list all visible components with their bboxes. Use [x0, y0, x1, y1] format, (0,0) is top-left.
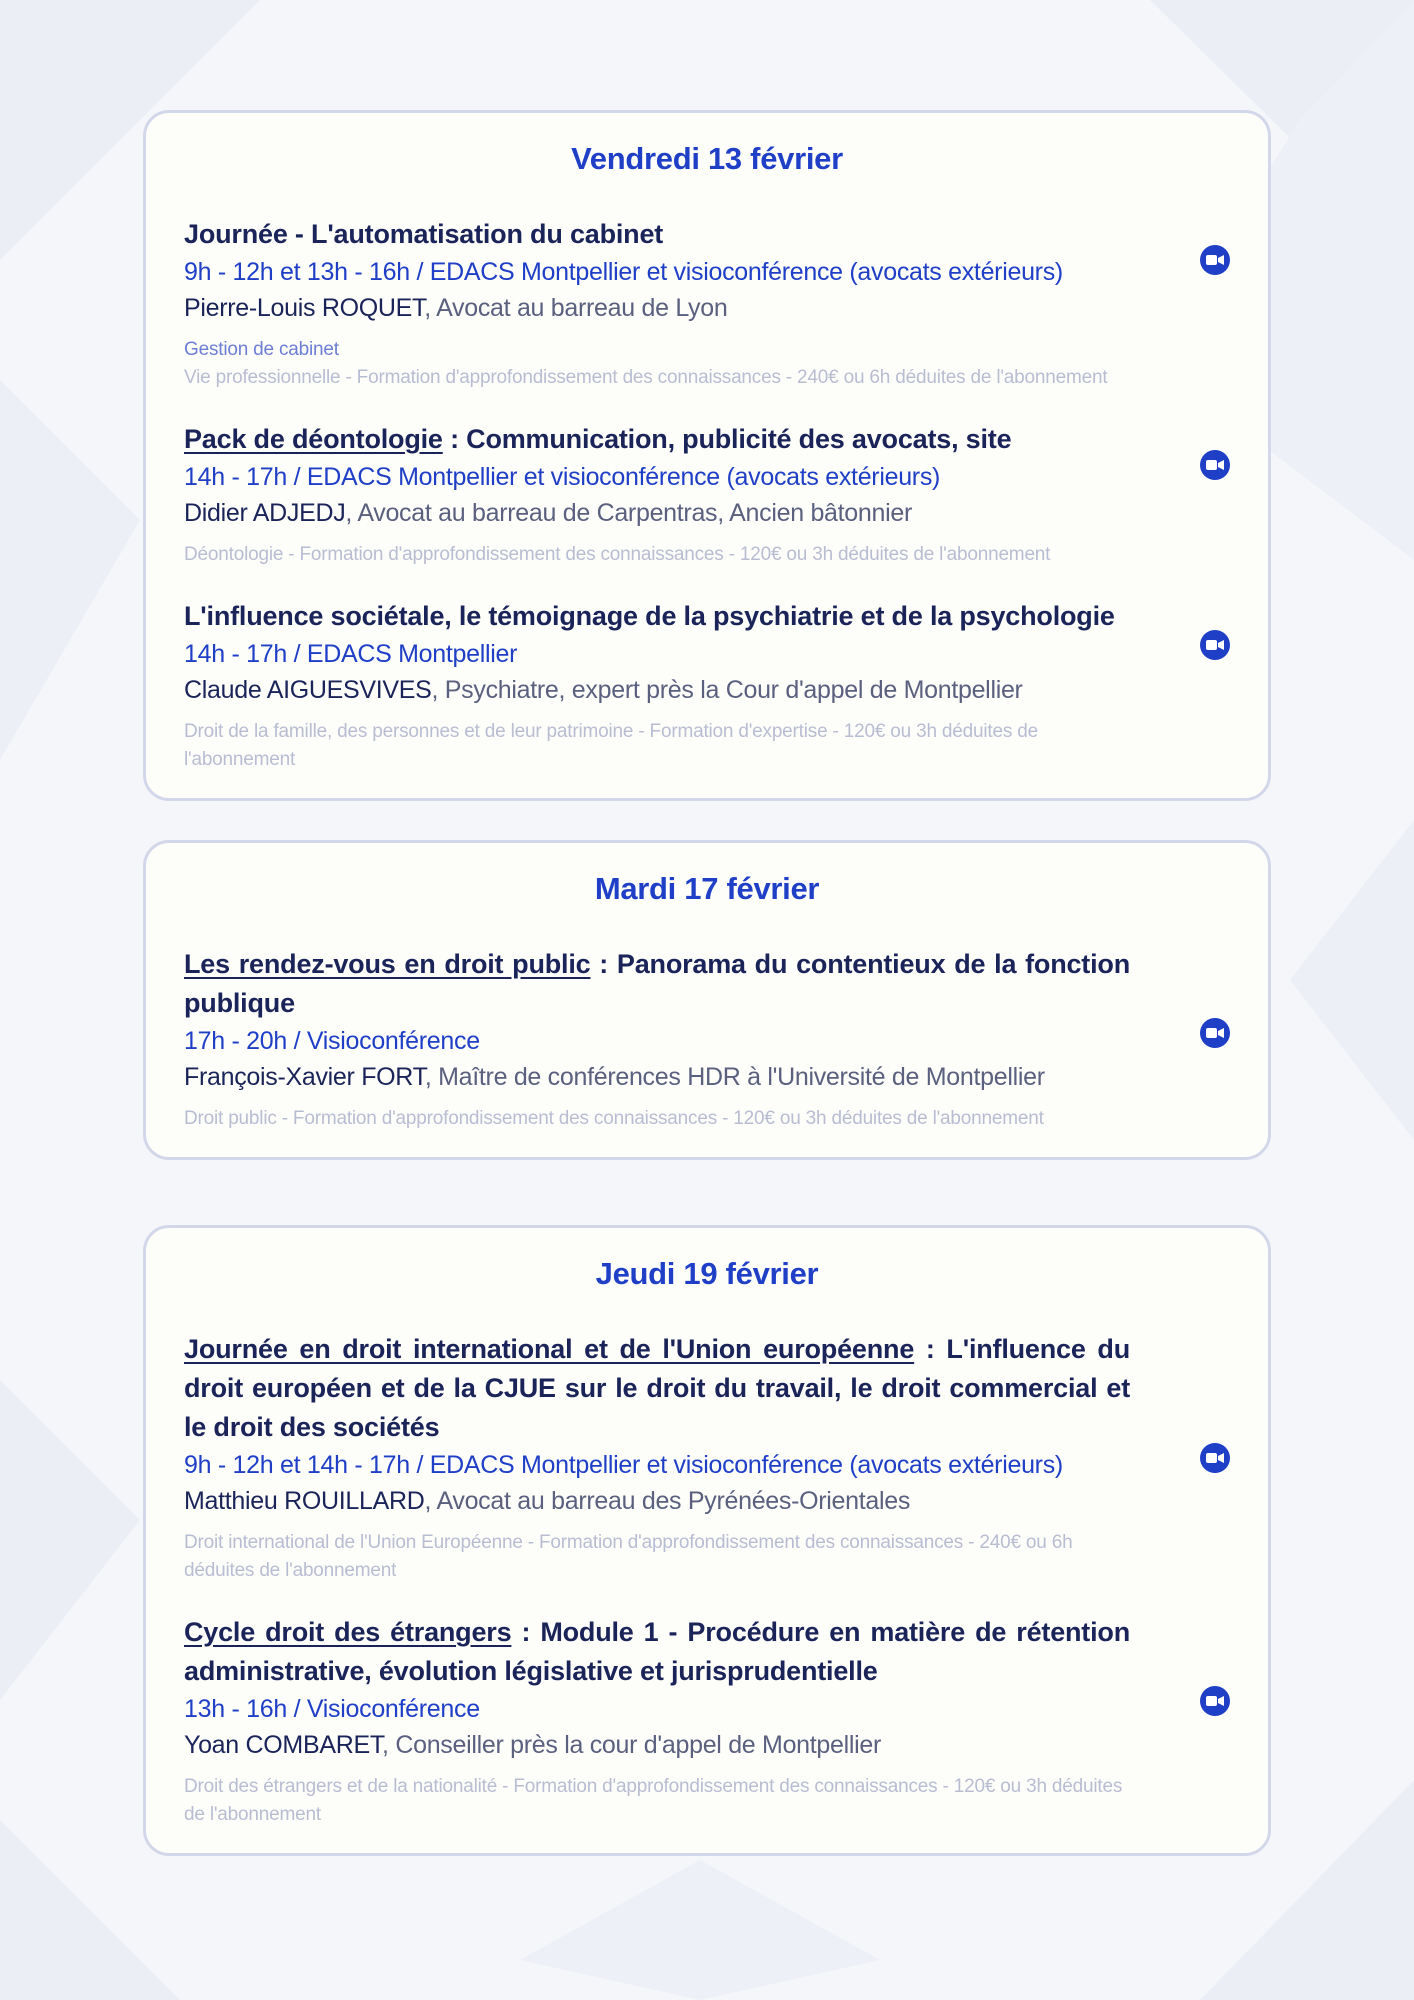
speaker-role: , Conseiller près la cour d'appel de Montpellier: [382, 1731, 882, 1759]
event-speaker: [184, 672, 1130, 708]
speaker-name: Matthieu ROUILLARD: [184, 1487, 425, 1515]
event-title: L'influence sociétale, le témoignage de la psychiatrie et de la psychologie: [184, 601, 1115, 631]
event-speaker: [184, 1483, 1130, 1519]
event-meta: Déontologie - Formation d'approfondissement des connaissances - 120€ ou 3h déduites de l'abonnement: [184, 544, 1051, 565]
event-title: [184, 1613, 1130, 1691]
speaker-role: , Avocat au barreau de Lyon: [424, 294, 728, 322]
event-title: [184, 1330, 1130, 1447]
video-camera-icon[interactable]: [1200, 245, 1230, 275]
event-time: 17h - 20h / Visioconférence: [184, 1027, 480, 1055]
event-title-link[interactable]: Pack de déontologie: [184, 424, 443, 454]
event-time: 9h - 12h et 13h - 16h / EDACS Montpellier et visioconférence (avocats extérieurs): [184, 258, 1063, 286]
speaker-name: Claude AIGUESVIVES: [184, 676, 432, 704]
day-card-mardi: [143, 840, 1271, 1160]
event-speaker: [184, 1727, 1130, 1763]
event-time: 9h - 12h et 14h - 17h / EDACS Montpellier et visioconférence (avocats extérieurs): [184, 1451, 1063, 1479]
event-pack-deontologie[interactable]: [184, 420, 1230, 569]
speaker-name: Pierre-Louis ROQUET: [184, 294, 425, 322]
day-title: Jeudi 19 février: [595, 1256, 819, 1291]
event-droit-etrangers[interactable]: [184, 1613, 1230, 1829]
event-speaker: [184, 1059, 1130, 1095]
event-title: [184, 945, 1130, 1023]
speaker-role: , Psychiatre, expert près la Cour d'appel de Montpellier: [431, 676, 1023, 704]
event-influence-societale[interactable]: [184, 597, 1230, 774]
event-title-rest: : Module 1 - Procédure en matière de rétention administrative, évolution législative et jurisprudentielle: [184, 1617, 1130, 1686]
speaker-role: , Avocat au barreau de Carpentras, Ancien bâtonnier: [345, 499, 912, 527]
event-meta: Droit de la famille, des personnes et de leur patrimoine - Formation d'expertise - 120€ ou 3h déduites de l'abonnement: [184, 721, 1038, 770]
event-meta: Droit des étrangers et de la nationalité - Formation d'approfondissement des connaissances - 120€ ou 3h déduites de l'abonnement: [184, 1776, 1123, 1825]
event-category: Gestion de cabinet: [184, 339, 339, 360]
speaker-role: , Avocat au barreau des Pyrénées-Orientales: [424, 1487, 911, 1515]
video-camera-icon[interactable]: [1200, 1686, 1230, 1716]
event-title-link[interactable]: Les rendez-vous en droit public: [184, 949, 591, 979]
speaker-name: Yoan COMBARET: [184, 1731, 383, 1759]
day-title: Mardi 17 février: [594, 871, 820, 906]
event-droit-public[interactable]: [184, 945, 1230, 1133]
event-time: 13h - 16h / Visioconférence: [184, 1695, 480, 1723]
video-camera-icon[interactable]: [1200, 450, 1230, 480]
event-time: 14h - 17h / EDACS Montpellier: [184, 640, 518, 668]
day-card-jeudi: [143, 1225, 1271, 1856]
event-meta: Droit international de l'Union Européenne - Formation d'approfondissement des connaissances - 240€ ou 6h déduites de l'abonnement: [184, 1532, 1073, 1581]
video-camera-icon[interactable]: [1200, 1443, 1230, 1473]
event-speaker: [184, 290, 1130, 326]
speaker-role: , Maître de conférences HDR à l'Université de Montpellier: [424, 1063, 1045, 1091]
event-title: [184, 420, 1130, 459]
event-title-rest: : Panorama du contentieux de la fonction publique: [184, 949, 1130, 1018]
event-title-link[interactable]: Cycle droit des étrangers: [184, 1617, 512, 1647]
event-title-rest: : L'influence du droit européen et de la CJUE sur le droit du travail, le droit commercial et le droit des sociétés: [184, 1334, 1130, 1442]
event-meta: Vie professionnelle - Formation d'approfondissement des connaissances - 240€ ou 6h déduites de l'abonnement: [184, 367, 1108, 388]
event-title-rest: : Communication, publicité des avocats, site: [442, 424, 1012, 454]
day-card-vendredi: [143, 110, 1271, 801]
video-camera-icon[interactable]: [1200, 630, 1230, 660]
event-speaker: [184, 495, 1130, 531]
speaker-name: Didier ADJEDJ: [184, 499, 346, 527]
event-time: 14h - 17h / EDACS Montpellier et visioconférence (avocats extérieurs): [184, 463, 941, 491]
event-title: Journée - L'automatisation du cabinet: [184, 219, 664, 249]
event-meta: Droit public - Formation d'approfondissement des connaissances - 120€ ou 3h déduites de l'abonnement: [184, 1108, 1044, 1129]
video-camera-icon[interactable]: [1200, 1018, 1230, 1048]
event-droit-international[interactable]: [184, 1330, 1230, 1585]
event-title-link[interactable]: Journée en droit international et de l'Union européenne: [184, 1334, 915, 1364]
event-automatisation-cabinet[interactable]: [184, 215, 1230, 392]
day-title: Vendredi 13 février: [571, 141, 843, 176]
speaker-name: François-Xavier FORT: [184, 1063, 425, 1091]
